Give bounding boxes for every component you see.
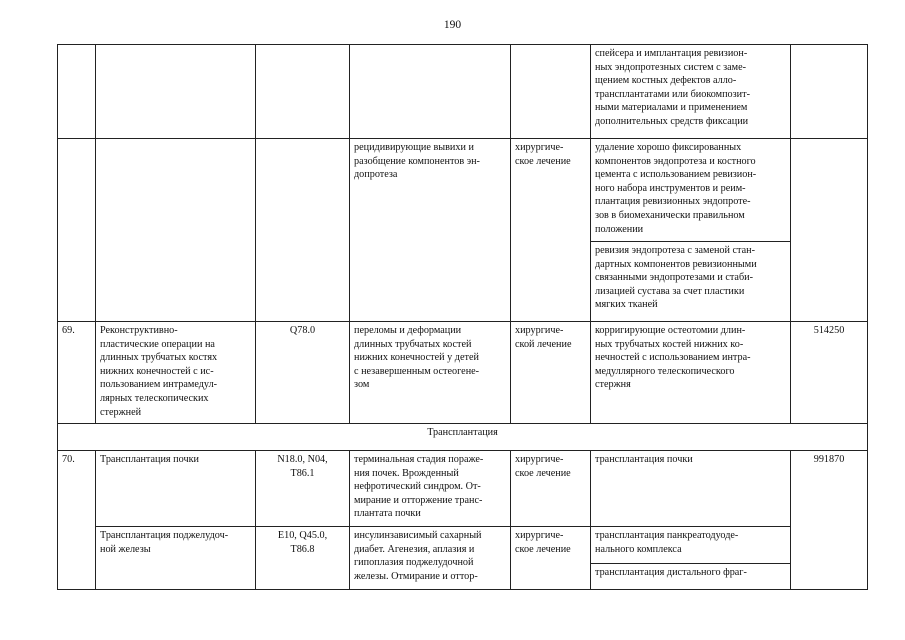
methods-cell (591, 564, 791, 590)
treatment-cell (511, 322, 591, 424)
text-line: Трансплантация почки (100, 454, 199, 465)
text-line: ское лечение (515, 467, 571, 479)
methods-cell (591, 242, 791, 322)
text-line: диабет. Агенезия, аплазия и (354, 543, 475, 555)
model-cell (350, 45, 511, 139)
text-line: трансплантация дистального фраг- (595, 567, 747, 578)
text-line: лизацией сустава за счет пластики (595, 285, 745, 297)
text-line: трансплантация панкреатодуоде- (595, 530, 739, 541)
text-line: ных эндопротезных систем с заме- (595, 61, 747, 73)
text-line: E10, Q45.0, (277, 530, 328, 541)
methods-cell (591, 322, 791, 424)
page-number: 190 (443, 19, 462, 31)
text-line: переломы и деформации (354, 325, 462, 336)
text-line: ной железы (100, 543, 151, 555)
text-line: ской лечение (515, 338, 572, 350)
text-line: трансплантация почки (595, 454, 693, 465)
num-cell (58, 139, 96, 322)
text-line: хирургиче- (515, 325, 564, 336)
code-cell (256, 139, 350, 322)
text-line: мирание и отторжение транс- (354, 494, 483, 506)
text-line: хирургиче- (515, 142, 564, 153)
methods-cell (591, 139, 791, 242)
text-line: дополнительных средств фиксации (595, 115, 749, 127)
text-line: нижних конечностей с ис- (100, 365, 214, 377)
num-cell: 70. (58, 451, 96, 590)
table-row (58, 45, 868, 139)
text-line: компонентов эндопротеза и костного (595, 155, 756, 167)
text-line: зов в биомеханически правильном (595, 209, 745, 221)
model-cell (350, 527, 511, 590)
text-line: нального комплекса (595, 543, 682, 555)
text-line: пользованием интрамедул- (100, 379, 218, 391)
treatment-cell (511, 45, 591, 139)
price-cell: 514250 (791, 322, 868, 424)
text-line: плантата почки (354, 508, 421, 520)
text-line: стержня (595, 379, 631, 391)
price-cell (791, 139, 868, 322)
methods-cell (591, 45, 791, 139)
services-table (57, 44, 868, 590)
text-line: нефротический синдром. От- (354, 481, 481, 493)
text-line: Q78.0 (289, 325, 316, 336)
text-line: зом (354, 379, 370, 391)
text-line: лярных телескопических (100, 392, 209, 404)
methods-cell (591, 451, 791, 527)
text-line: ревизия эндопротеза с заменой стан- (595, 245, 755, 256)
name-cell (96, 451, 256, 527)
text-line: мягких тканей (595, 299, 658, 311)
text-line: дартных компонентов ревизионными (595, 258, 757, 270)
text-line: щением костных дефектов алло- (595, 75, 737, 87)
text-line: корригирующие остеотомии длин- (595, 325, 746, 336)
text-line: медуллярного телескопического (595, 365, 735, 377)
text-line: терминальная стадия пораже- (354, 454, 484, 465)
table-row (58, 527, 868, 564)
text-line: T86.8 (290, 543, 315, 555)
text-line: ного набора инструментов и реим- (595, 182, 746, 194)
text-line: Трансплантация поджелудоч- (100, 530, 229, 541)
methods-cell (591, 527, 791, 564)
section-title: Трансплантация (58, 424, 868, 451)
model-cell (350, 451, 511, 527)
text-line: железы. Отмирание и оттор- (354, 570, 478, 582)
text-line: рецидивирующие вывихи и (354, 142, 474, 153)
model-cell (350, 139, 511, 322)
text-line: связанными эндопротезами и стаби- (595, 272, 753, 284)
table-row (58, 139, 868, 242)
treatment-cell (511, 527, 591, 590)
text-line: разобщение компонентов эн- (354, 155, 480, 167)
text-line: ское лечение (515, 543, 571, 555)
text-line: спейсера и имплантация ревизион- (595, 48, 748, 59)
section-row (58, 424, 868, 451)
code-cell (256, 451, 350, 527)
code-cell (256, 45, 350, 139)
text-line: стержней (100, 406, 142, 418)
text-line: ское лечение (515, 155, 571, 167)
text-line: пластические операции на (100, 338, 215, 350)
name-cell (96, 45, 256, 139)
text-line: с незавершенным остеогене- (354, 365, 480, 377)
text-line: цемента с использованием ревизион- (595, 169, 757, 181)
price-cell (791, 45, 868, 139)
code-cell (256, 527, 350, 590)
text-line: инсулинзависимый сахарный (354, 530, 482, 541)
text-line: T86.1 (290, 467, 315, 479)
num-cell: 69. (58, 322, 96, 424)
text-line: хирургиче- (515, 530, 564, 541)
text-line: положении (595, 223, 644, 235)
text-line: ными материалами и применением (595, 102, 748, 114)
name-cell (96, 139, 256, 322)
num-cell (58, 45, 96, 139)
text-line: хирургиче- (515, 454, 564, 465)
text-line: ных трубчатых костей нижних ко- (595, 338, 744, 350)
text-line: трансплантатами или биокомпозит- (595, 88, 750, 100)
text-line: длинных трубчатых костей (354, 338, 472, 350)
code-cell (256, 322, 350, 424)
text-line: ния почек. Врожденный (354, 467, 459, 479)
treatment-cell (511, 139, 591, 322)
text-line: допротеза (354, 169, 398, 181)
text-line: гипоплазия поджелудочной (354, 557, 474, 569)
table-row (58, 451, 868, 527)
model-cell (350, 322, 511, 424)
name-cell (96, 527, 256, 590)
treatment-cell (511, 451, 591, 527)
text-line: N18.0, N04, (277, 454, 328, 465)
text-line: длинных трубчатых костях (100, 352, 218, 364)
name-cell (96, 322, 256, 424)
text-line: удаление хорошо фиксированных (595, 142, 742, 153)
table-row (58, 322, 868, 424)
text-line: Реконструктивно- (100, 325, 178, 336)
text-line: нечностей с использованием интра- (595, 352, 751, 364)
text-line: плантация ревизионных эндопроте- (595, 196, 751, 208)
price-cell: 991870 (791, 451, 868, 590)
text-line: нижних конечностей у детей (354, 352, 479, 364)
